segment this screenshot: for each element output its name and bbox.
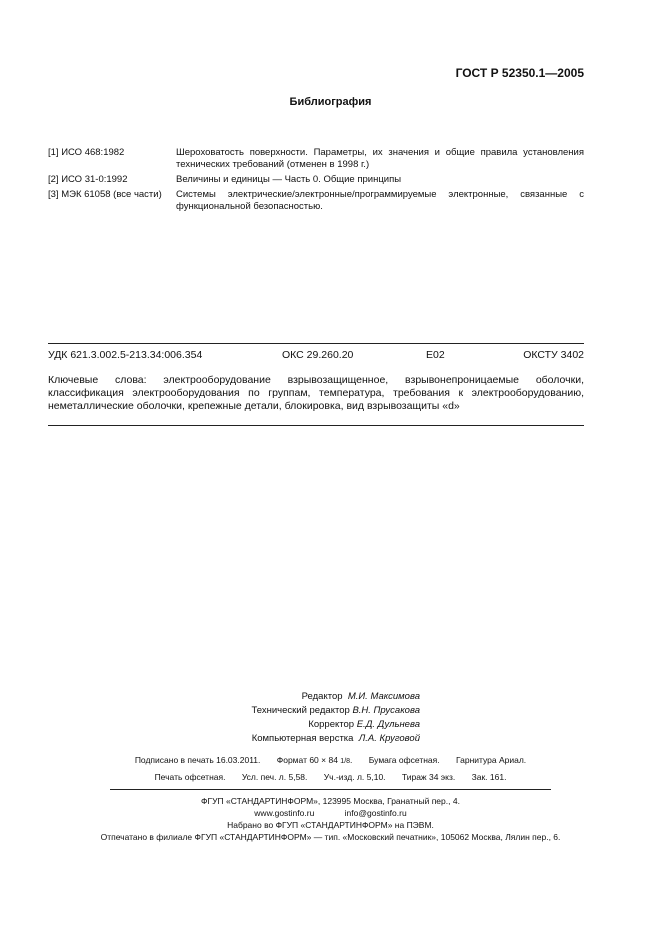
bibliography-ref: [3] МЭК 61058 (все части): [48, 189, 162, 200]
publisher-website[interactable]: www.gostinfo.ru: [254, 808, 315, 818]
bibliography-text: Системы электрические/электронные/программируемые электронные, связанные с функциональной безопасностью.: [176, 189, 584, 212]
print-info-line-2: Печать офсетная. Усл. печ. л. 5,58. Уч.-изд. л. 5,10. Тираж 34 экз. Зак. 161.: [154, 772, 507, 782]
publisher-email[interactable]: info@gostinfo.ru: [344, 808, 407, 818]
group-code: Е02: [426, 349, 445, 361]
divider-bottom: [48, 425, 584, 426]
divider-top: [48, 343, 584, 344]
udk-code: УДК 621.3.002.5-213.34:006.354: [48, 349, 203, 361]
credit-layout: Компьютерная верстка Л.А. Круговой: [251, 733, 420, 744]
keywords-paragraph: Ключевые слова: электрооборудование взрывозащищенное, взрывонепроницаемые оболочки, классификация электрооборудования по группам, температура, требования к электрооборудованию, неметаллические оболочки, крепежные детали, блокировка, вид взрывозащиты «d»: [48, 374, 584, 412]
bibliography-text: Шероховатость поверхности. Параметры, их значения и общие правила установления технических требований (отменен в 1998 г.): [176, 147, 584, 170]
credit-editor: Редактор М.И. Максимова: [301, 691, 420, 702]
credits-block: [220, 690, 420, 746]
publisher-typeset: Набрано во ФГУП «СТАНДАРТИНФОРМ» на ПЭВМ.: [227, 820, 434, 830]
bibliography-title: Библиография: [289, 96, 372, 108]
bibliography-ref: [1] ИСО 468:1982: [48, 147, 125, 158]
document-code: ГОСТ Р 52350.1—2005: [455, 66, 584, 80]
bibliography-ref: [2] ИСО 31-0:1992: [48, 174, 128, 185]
credit-corrector: Корректор Е.Д. Дульнева: [308, 719, 420, 730]
oks-code: ОКС 29.260.20: [282, 349, 354, 361]
print-info-line-1: Подписано в печать 16.03.2011. Формат 60 × 84 1/8. Бумага офсетная. Гарнитура Ариал.: [134, 755, 527, 765]
publisher-printed: Отпечатано в филиале ФГУП «СТАНДАРТИНФОРМ» — тип. «Московский печатник», 105062 Москва, Лялин пер., 6.: [100, 832, 561, 842]
publisher-contacts: [0, 807, 661, 819]
publisher-block: [0, 795, 661, 843]
divider-print: [110, 789, 551, 790]
bibliography-item: [48, 189, 584, 213]
bibliography-text: Величины и единицы — Часть 0. Общие принципы: [176, 174, 402, 185]
bibliography-item: [48, 147, 584, 171]
bibliography-item: [48, 174, 584, 186]
publisher-address: ФГУП «СТАНДАРТИНФОРМ», 123995 Москва, Гранатный пер., 4.: [201, 796, 460, 806]
bibliography-list: [48, 147, 584, 216]
okstu-code: ОКСТУ 3402: [523, 349, 584, 361]
credit-tech-editor: Технический редактор В.Н. Прусакова: [251, 705, 420, 716]
